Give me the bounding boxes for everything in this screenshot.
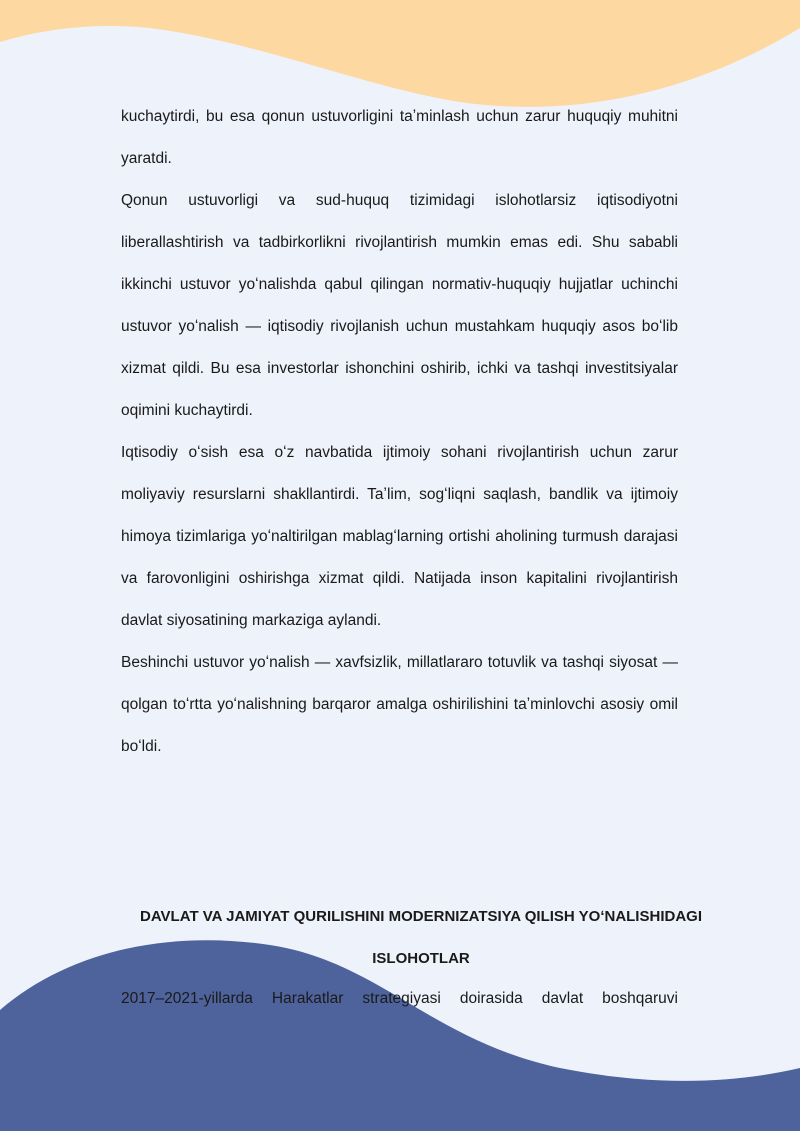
paragraph-3: Iqtisodiy oʻsish esa oʻz navbatida ijtimoiy sohani rivojlantirish uchun zarur moliyaviy resurslarni shakllantirdi. Taʼlim, sogʻliqni saqlash, bandlik va ijtimoiy himoya tizimlariga yoʻnaltirilgan mablagʻlarning ortishi aholining turmush darajasi va farovonligini oshirishga xizmat qildi. Natijada inson kapitalini rivojlantirish davlat siyosatining markaziga aylandi. bbox=[121, 444, 678, 629]
heading-line-1: DAVLAT VA JAMIYAT QURILISHINI MODERNIZATSIYA QILISH YOʻNALISHIDAGI bbox=[140, 908, 702, 925]
top-wave bbox=[0, 0, 800, 107]
paragraph-2: Qonun ustuvorligi va sud-huquq tizimidagi islohotlarsiz iqtisodiyotni liberallashtirish va tadbirkorlikni rivojlantirish mumkin emas edi. Shu sababli ikkinchi ustuvor yoʻnalishda qabul qilingan normativ-huquqiy hujjatlar uchinchi ustuvor yoʻnalish — iqtisodiy rivojlanish uchun mustahkam huquqiy asos boʻlib xizmat qildi. Bu esa investorlar ishonchini oshirib, ichki va tashqi investitsiyalar oqimini kuchaytirdi. bbox=[121, 192, 678, 419]
document-body bbox=[121, 96, 678, 768]
heading-line-2: ISLOHOTLAR bbox=[372, 950, 470, 967]
paragraph-5: 2017–2021-yillarda Harakatlar strategiyasi doirasida davlat boshqaruvi bbox=[121, 990, 678, 1007]
section-heading bbox=[121, 896, 721, 980]
paragraph-4: Beshinchi ustuvor yoʻnalish — xavfsizlik, millatlararo totuvlik va tashqi siyosat — qolgan toʻrtta yoʻnalishning barqaror amalga oshirilishini taʼminlovchi asosiy omil boʻldi. bbox=[121, 654, 678, 755]
paragraph-1: kuchaytirdi, bu esa qonun ustuvorligini taʼminlash uchun zarur huquqiy muhitni yaratdi. bbox=[121, 108, 678, 167]
